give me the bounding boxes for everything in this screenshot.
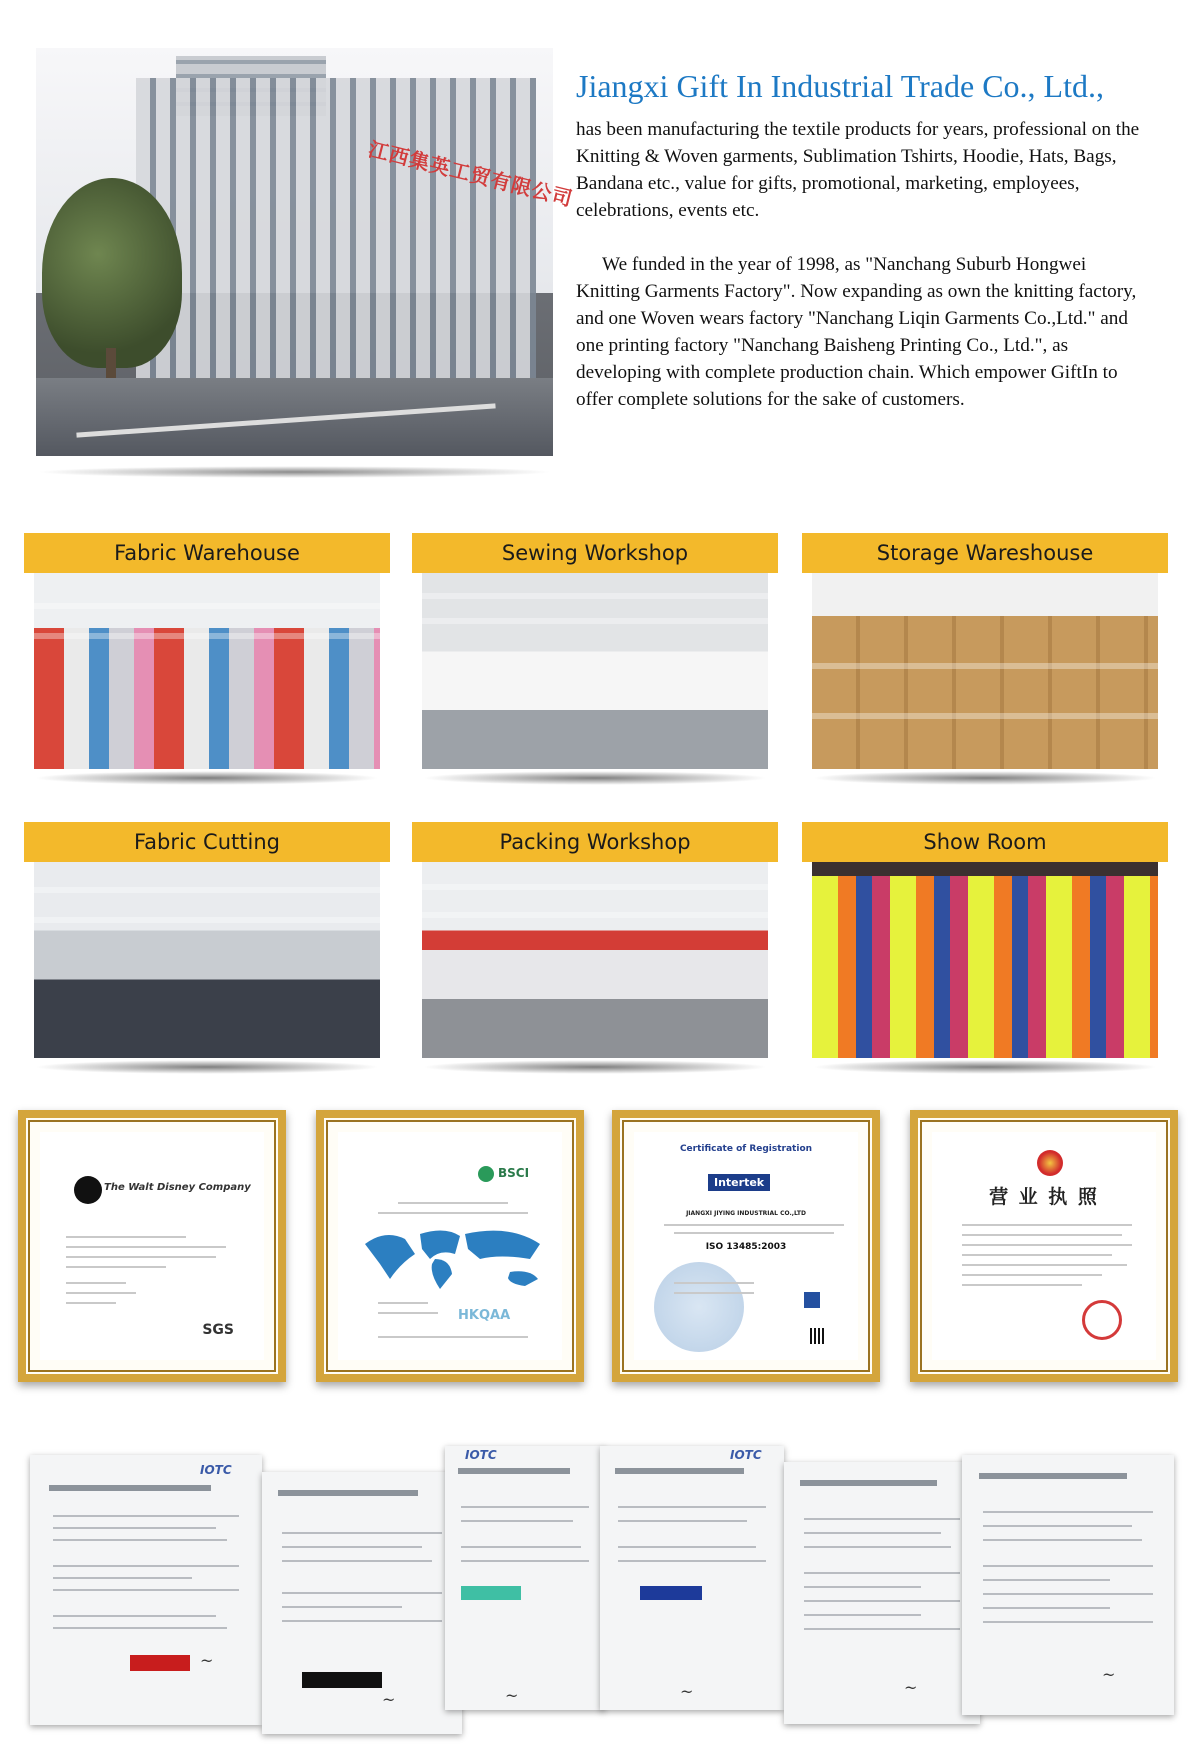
company-intro xyxy=(576,116,1146,440)
bsci-brand: BSCI xyxy=(498,1166,530,1180)
disney-brand: The Walt Disney Company xyxy=(104,1182,251,1193)
red-seal-icon xyxy=(1082,1300,1122,1340)
sewing-workshop-photo xyxy=(422,573,768,769)
bsci-logo-icon xyxy=(478,1166,494,1182)
storage-warehouse-photo xyxy=(812,573,1158,769)
tile-shadow xyxy=(812,1060,1158,1074)
workshop-tile-fabric-cutting xyxy=(24,822,390,1082)
signature: ~ xyxy=(1102,1665,1116,1684)
test-report-6 xyxy=(962,1455,1174,1715)
national-emblem-icon xyxy=(1037,1150,1063,1176)
signature: ~ xyxy=(904,1678,918,1697)
intro-paragraph-1: has been manufacturing the textile products for years, professional on the Knitting & Woven garments, Sublimation Tshirts, Hoodie, Hats, Bags, Bandana etc., value for gifts, promotional, marketing, employees, celebrations, events etc. xyxy=(576,119,1140,221)
company-building-photo xyxy=(36,48,576,456)
license-heading: 营 业 执 照 xyxy=(989,1186,1099,1208)
signature: ~ xyxy=(382,1690,396,1709)
tile-shadow xyxy=(422,1060,768,1074)
tile-shadow xyxy=(34,1060,380,1074)
intro-paragraph-2: We funded in the year of 1998, as "Nanchang Suburb Hongwei Knitting Garments Factory". Now expanding as own the knitting factory, and one Woven wears factory "Nanchang Liqin Garments Co.,Ltd." and one printing factory "Nanchang Baisheng Printing Co., Ltd.", as developing with complete production chain. Which empower GiftIn to offer complete solutions for the sake of customers. xyxy=(576,254,1137,410)
test-report-3 xyxy=(445,1446,605,1710)
hkqaa-mark: HKQAA xyxy=(458,1308,511,1323)
fabric-cutting-photo xyxy=(34,862,380,1058)
fabric-swatch-red xyxy=(130,1655,190,1671)
signature: ~ xyxy=(200,1651,214,1670)
sgs-mark: SGS xyxy=(202,1322,234,1338)
report-logo: IOTC xyxy=(730,1448,762,1462)
workshop-tile-storage-warehouse xyxy=(802,533,1168,793)
globe-icon xyxy=(654,1262,744,1352)
certificate-business-license xyxy=(910,1110,1178,1382)
certificate-bsci xyxy=(316,1110,584,1382)
workshop-tile-fabric-warehouse xyxy=(24,533,390,793)
intertek-heading: Certificate of Registration xyxy=(679,1144,813,1154)
tree xyxy=(42,178,182,368)
intertek-company: JIANGXI JIYING INDUSTRIAL CO.,LTD xyxy=(686,1210,806,1217)
report-logo: IOTC xyxy=(465,1448,497,1462)
workshop-tile-show-room xyxy=(802,822,1168,1082)
building-facade xyxy=(136,78,536,378)
signature: ~ xyxy=(505,1686,519,1705)
world-map-icon xyxy=(360,1224,550,1294)
mickey-icon xyxy=(74,1176,102,1204)
workshop-label: Storage Wareshouse xyxy=(802,533,1168,573)
qr-code-icon xyxy=(810,1328,826,1344)
workshop-label: Packing Workshop xyxy=(412,822,778,862)
company-title: Jiangxi Gift In Industrial Trade Co., Ltd., xyxy=(576,68,1104,104)
tile-shadow xyxy=(812,771,1158,785)
packing-workshop-photo xyxy=(422,862,768,1058)
fabric-swatch-teal xyxy=(461,1586,521,1600)
test-report-1 xyxy=(30,1455,262,1725)
fabric-warehouse-photo xyxy=(34,573,380,769)
photo-shadow xyxy=(36,466,553,478)
workshop-label: Fabric Cutting xyxy=(24,822,390,862)
certificate-intertek xyxy=(612,1110,880,1382)
tile-shadow xyxy=(34,771,380,785)
report-logo: IOTC xyxy=(200,1463,232,1477)
building-sign: 江西集英工贸有限公司 xyxy=(365,136,576,212)
intertek-brand: Intertek xyxy=(708,1174,770,1191)
test-report-5 xyxy=(784,1462,980,1724)
workshop-tile-sewing-workshop xyxy=(412,533,778,793)
workshop-label: Sewing Workshop xyxy=(412,533,778,573)
signature: ~ xyxy=(680,1682,694,1701)
fabric-swatch-black xyxy=(302,1672,382,1688)
workshop-label: Show Room xyxy=(802,822,1168,862)
iso-standard: ISO 13485:2003 xyxy=(705,1242,787,1252)
test-report-4 xyxy=(600,1446,784,1710)
certificate-disney xyxy=(18,1110,286,1382)
show-room-photo xyxy=(812,862,1158,1058)
tile-shadow xyxy=(422,771,768,785)
workshop-label: Fabric Warehouse xyxy=(24,533,390,573)
workshop-tile-packing-workshop xyxy=(412,822,778,1082)
test-report-2 xyxy=(262,1472,462,1734)
accreditation-icon xyxy=(804,1292,820,1308)
fabric-swatch-blue xyxy=(640,1586,702,1600)
